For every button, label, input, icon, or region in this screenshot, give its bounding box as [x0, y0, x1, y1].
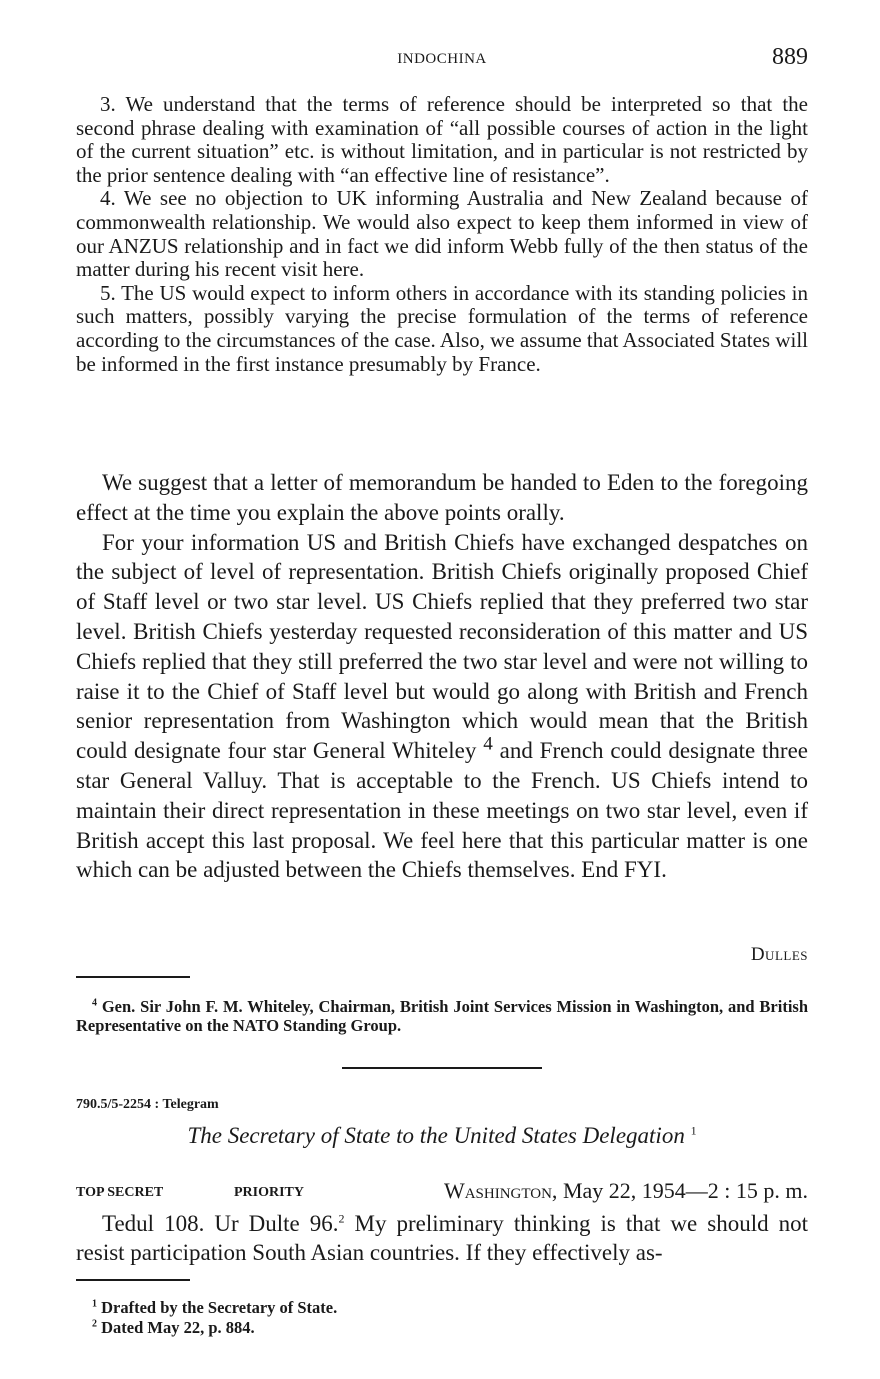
footnote-4 — [76, 997, 808, 1035]
telegram-text — [76, 1209, 808, 1267]
section-divider — [342, 1067, 542, 1069]
point-5: 5. The US would expect to inform others in accordance with its standing policies in such matters, possibly varying the precise formulation of the terms of reference according to the circumstances of the case. Also, we assume that Associated States will be informed in the first instance presumably by France. — [76, 280, 808, 376]
body-paragraph-1: We suggest that a letter of memorandum be handed to Eden to the foregoing effect at the time you explain the above points orally. — [76, 470, 808, 525]
footnote-4-mark: 4 — [92, 997, 97, 1009]
footnote-2-mark: 2 — [92, 1318, 97, 1330]
footnote-1-mark: 1 — [92, 1298, 97, 1310]
file-number: 790.5/5-2254 : Telegram — [76, 1097, 219, 1112]
footnote-1-text: Drafted by the Secretary of State. — [101, 1298, 338, 1317]
footnote-ref-2: 2 — [338, 1211, 345, 1226]
classification: TOP SECRET — [76, 1185, 164, 1200]
telegram-text-b: My preliminary thinking is that we should not resist participation South Asian countries. If they effectively as- — [76, 1211, 808, 1265]
telegram-paragraph — [76, 1209, 808, 1267]
body-paragraph-2-text-a: For your information US and British Chiefs have exchanged despatches on the subject of level of representation. British Chiefs originally proposed Chief of Staff level or two star level. US Chiefs replied that they preferred two star level. British Chiefs yesterday requested reconsideration of this matter and US Chiefs replied that they still preferred the two star level and were not willing to raise it to the Chief of Staff level but would go along with British and French senior representation from Washington which would mean that the British could designate four star General Whiteley — [76, 529, 808, 764]
place: Washington, — [443, 1178, 558, 1203]
footnote-rule-2 — [76, 1279, 190, 1281]
document-title-text: The Secretary of State to the United States Delegation — [187, 1123, 685, 1148]
priority: PRIORITY — [234, 1185, 305, 1200]
point-3: 3. We understand that the terms of reference should be interpreted so that the second phrase dealing with examination of “all possible courses of action in the light of the current situation” etc. is without limitation, and in particular is not restricted by the prior sentence dealing with “an effective line of resistance”. — [76, 92, 808, 187]
footnote-ref-1: 1 — [690, 1123, 697, 1138]
footnote-4-text: Gen. Sir John F. M. Whiteley, Chairman, British Joint Services Mission in Washington, and British Representative on the NATO Standing Group. — [76, 997, 808, 1035]
footnote-ref-4: 4 — [483, 733, 493, 755]
page-number: 889 — [772, 44, 808, 70]
telegram-text-a: Tedul 108. Ur Dulte 96. — [102, 1211, 339, 1236]
body-paragraph-2-text-b: and French could designate three star General Valluy. That is acceptable to the French. US Chiefs intend to maintain their direct representation in these meetings on two star level, even if British accept this last proposal. We feel here that this particular matter is one which can be adjusted between the Chiefs themselves. End FYI. — [76, 738, 808, 883]
footnote-rule — [76, 976, 190, 978]
numbered-points — [76, 93, 808, 376]
footnote-2-text: Dated May 22, p. 884. — [101, 1318, 255, 1337]
dateline — [444, 1178, 808, 1204]
classification-line — [76, 1178, 808, 1208]
footnote-1 — [92, 1298, 808, 1317]
date: May 22, 1954—2 : 15 p. m. — [557, 1178, 808, 1203]
running-head: INDOCHINA — [397, 51, 487, 67]
document-title — [76, 1123, 808, 1149]
body-paragraph-2 — [76, 528, 808, 886]
page-header — [76, 44, 808, 74]
telegram-body — [76, 468, 808, 885]
point-4: 4. We see no objection to UK informing Australia and New Zealand because of commonwealth relationship. We would also expect to keep them informed in view of our ANZUS relationship and in fact we did inform Webb fully of the then status of the matter during his recent visit here. — [76, 186, 808, 282]
footnote-2 — [92, 1318, 808, 1337]
signature: Dulles — [750, 944, 808, 965]
